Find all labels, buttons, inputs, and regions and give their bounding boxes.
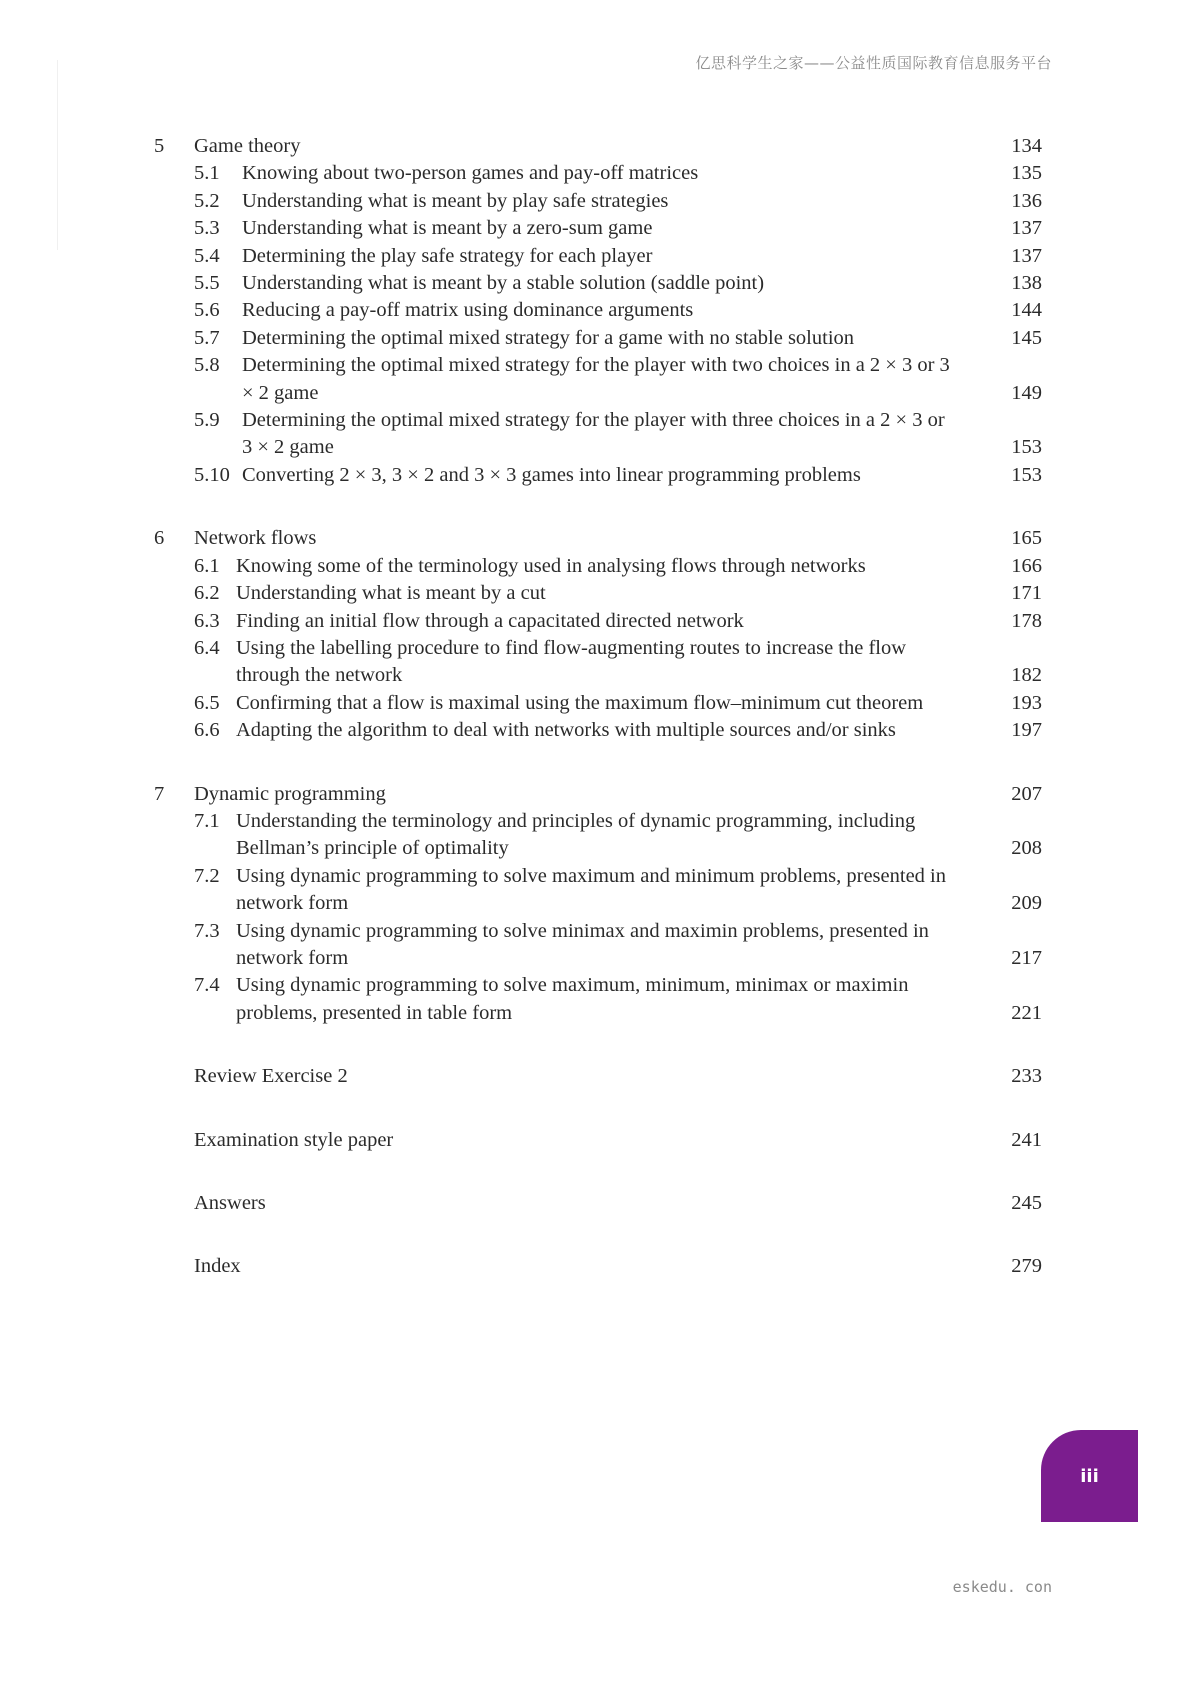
toc-section [154,553,1042,580]
page-number: 153 [1011,436,1042,459]
page-number: 135 [1011,162,1042,185]
section-title: Determining the optimal mixed strategy for the player with two choices in a 2 × 3 or 3 × 2 game [242,354,950,404]
toc-section [154,918,1042,973]
page-number: 182 [1011,664,1042,687]
toc-section [154,407,1042,462]
toc-entry [154,1190,1042,1217]
section-title: Understanding what is meant by play safe strategies [242,189,669,212]
page-number: 209 [1011,892,1042,915]
chapter-title: Network flows [194,527,317,550]
page-number: 221 [1011,1001,1042,1024]
section-title: Using dynamic programming to solve maximum and minimum problems, presented in network form [236,864,946,915]
section-number: 6.2 [194,582,220,605]
toc-section [154,863,1042,918]
entry-title: Answers [194,1192,266,1214]
chapter-number: 6 [154,527,165,550]
toc-section [154,608,1042,635]
entry-title: Examination style paper [194,1128,394,1151]
section-number: 5.6 [194,299,220,322]
section-number: 5.2 [194,189,220,212]
page-number: 165 [1011,527,1042,550]
page-number: 279 [1011,1255,1042,1278]
section-title: Reducing a pay-off matrix using dominance arguments [242,299,694,322]
section-number: 5.7 [194,326,220,349]
toc-section [154,972,1042,1027]
toc-section [154,270,1042,297]
toc-section [154,188,1042,215]
chapter-title: Game theory [194,135,301,157]
page-number: 171 [1011,582,1042,605]
entry-title: Review Exercise 2 [194,1065,348,1088]
section-title: Using the labelling procedure to find flow-augmenting routes to increase the flow through the network [236,636,907,687]
toc-section [154,690,1042,717]
page-number: 136 [1011,189,1042,212]
page-number: 241 [1011,1128,1042,1151]
chapter-number: 5 [154,135,165,157]
page-header: 亿思科学生之家——公益性质国际教育信息服务平台 [695,54,1052,72]
page-number: 153 [1011,463,1042,486]
section-number: 5.10 [194,463,230,486]
section-title: Understanding the terminology and principles of dynamic programming, including Bellman’s principle of optimality [236,809,916,860]
entry-title: Index [194,1255,241,1278]
section-title: Determining the optimal mixed strategy for a game with no stable solution [242,326,855,349]
section-title: Determining the optimal mixed strategy for the player with three choices in a 2 × 3 or 3 × 2 game [242,409,945,459]
section-number: 7.4 [194,974,220,997]
page-number: 138 [1011,272,1042,295]
toc-review-exercise [154,1063,1042,1090]
section-title: Finding an initial flow through a capacitated directed network [236,609,744,632]
section-number: 7.2 [194,864,220,887]
page-number: 137 [1011,244,1042,267]
toc-section [154,352,1042,407]
toc-section [154,297,1042,324]
toc-section [154,717,1042,744]
section-number: 6.1 [194,554,220,577]
toc-chapter-6 [154,525,1042,744]
section-number: 6.3 [194,609,220,632]
page-number: 145 [1011,326,1042,349]
page-number: 166 [1011,554,1042,577]
section-title: Using dynamic programming to solve maximum, minimum, minimax or maximin problems, presented in table form [236,974,909,1024]
section-title: Determining the play safe strategy for each player [242,244,653,267]
toc-chapter-7 [154,781,1042,1028]
page-number: 208 [1011,837,1042,860]
section-title: Converting 2 × 3, 3 × 2 and 3 × 3 games into linear programming problems [242,463,861,486]
section-number: 6.6 [194,719,220,742]
toc-section [154,215,1042,242]
section-number: 5.5 [194,272,220,295]
page-number: 144 [1011,299,1042,322]
chapter-number: 7 [154,782,165,805]
toc-chapter-5 [154,133,1042,489]
toc-section [154,808,1042,863]
page-number-label: iii [1080,1465,1099,1487]
toc-section [154,325,1042,352]
toc-entry [154,1253,1042,1280]
page-number: 233 [1011,1065,1042,1088]
chapter-title: Dynamic programming [194,782,386,805]
page-number-tab [1041,1430,1138,1522]
section-title: Adapting the algorithm to deal with networks with multiple sources and/or sinks [236,719,896,742]
toc-answers [154,1190,1042,1217]
toc-entry [154,1127,1042,1154]
section-title: Using dynamic programming to solve minimax and maximin problems, presented in network form [236,919,929,969]
section-number: 5.4 [194,244,220,267]
toc-section [154,160,1042,187]
page-number: 137 [1011,217,1042,240]
toc-entry [154,1063,1042,1090]
page-number: 197 [1011,719,1042,742]
section-title: Knowing some of the terminology used in analysing flows through networks [236,554,866,577]
page-number: 178 [1011,609,1042,632]
chapter-heading [154,525,1042,552]
toc-examination-paper [154,1127,1042,1154]
page-number: 217 [1011,946,1042,969]
section-number: 5.9 [194,409,220,432]
section-number: 6.5 [194,691,220,714]
table-of-contents [154,133,1042,1317]
section-number: 5.3 [194,217,220,240]
page-edge-line [57,60,58,250]
page-number: 149 [1011,381,1042,404]
chapter-heading [154,133,1042,160]
page-number: 134 [1011,135,1042,157]
toc-section [154,580,1042,607]
page-number: 193 [1011,691,1042,714]
section-title: Understanding what is meant by a cut [236,582,546,605]
toc-section [154,462,1042,489]
section-number: 5.8 [194,354,220,377]
section-title: Understanding what is meant by a stable solution (saddle point) [242,272,765,295]
page-number: 245 [1011,1192,1042,1214]
section-number: 6.4 [194,636,220,659]
toc-section [154,635,1042,690]
section-number: 7.3 [194,919,220,942]
section-title: Confirming that a flow is maximal using the maximum flow–minimum cut theorem [236,691,924,714]
section-title: Knowing about two-person games and pay-off matrices [242,162,699,185]
section-title: Understanding what is meant by a zero-sum game [242,217,653,240]
section-number: 5.1 [194,162,220,185]
toc-index [154,1253,1042,1280]
page-number: 207 [1011,782,1042,805]
chapter-heading [154,781,1042,808]
toc-section [154,243,1042,270]
page-footer: eskedu. con [952,1578,1052,1596]
section-number: 7.1 [194,809,220,832]
